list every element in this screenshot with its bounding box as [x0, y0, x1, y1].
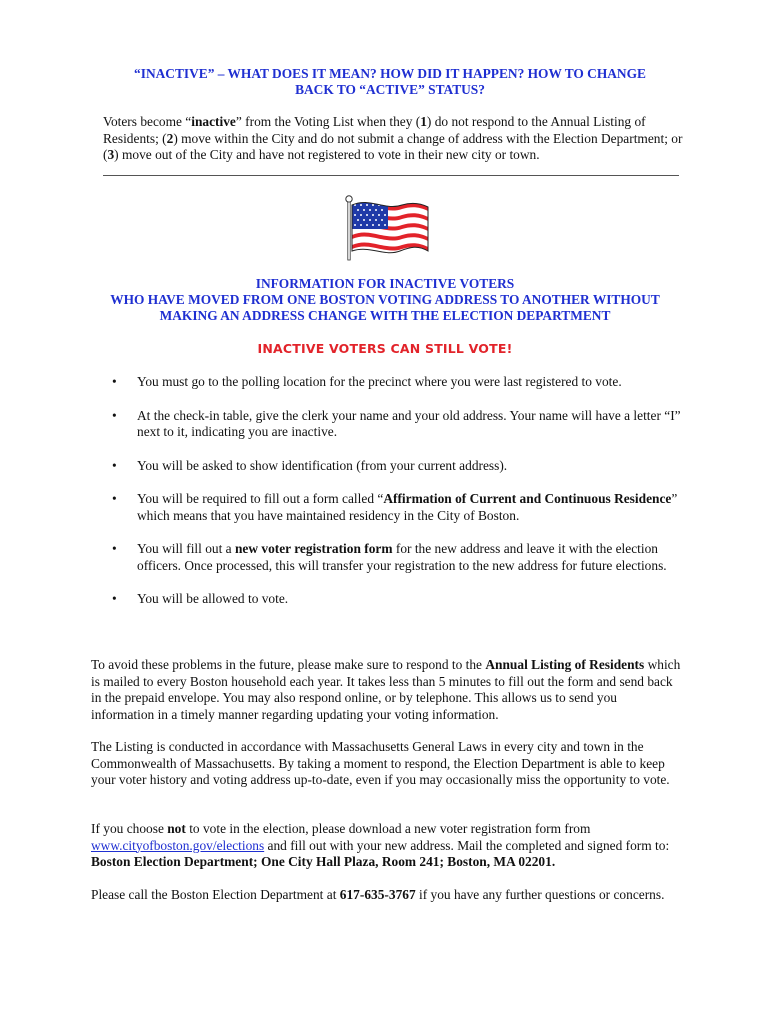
list-item: [112, 408, 682, 441]
paragraph-text: if you have any further questions or concerns.: [415, 887, 665, 902]
american-flag-icon: [340, 193, 432, 261]
page-title: [100, 66, 680, 98]
bullet-icon: •: [112, 457, 117, 473]
bullet-icon: •: [112, 374, 117, 389]
list-item: [112, 541, 682, 574]
list-item-text: You will be allowed to vote.: [137, 591, 289, 606]
title-line-2: BACK TO “ACTIVE” STATUS?: [295, 82, 485, 97]
mailing-address: Boston Election Department; One City Hall Plaza, Room 241; Boston, MA 02201.: [91, 854, 556, 869]
contact-paragraph: [91, 887, 683, 904]
bullet-icon: •: [112, 591, 117, 606]
list-item: [112, 491, 682, 524]
horizontal-divider: [103, 175, 679, 176]
paragraph-text: Please call the Boston Election Department at: [91, 887, 340, 902]
intro-text: ) move out of the City and have not registered to vote in their new city or town.: [114, 147, 540, 162]
list-item: [112, 591, 682, 608]
elections-link[interactable]: www.cityofboston.gov/elections: [91, 837, 265, 853]
paragraph-text: and fill out with your new address. Mail the completed and signed form to:: [264, 837, 670, 853]
annual-listing-paragraph: [91, 657, 683, 723]
phone-number: 617-635-3767: [339, 887, 416, 902]
list-item: [112, 458, 682, 475]
list-item-text-part: You will fill out a: [137, 541, 235, 556]
intro-paragraph: [103, 114, 683, 164]
registration-form-name: new voter registration form: [234, 541, 393, 556]
title-line-1: “INACTIVE” – WHAT DOES IT MEAN? HOW DID IT HAPPEN? HOW TO CHANGE: [134, 66, 646, 81]
intro-text: ” from the Voting List when they (: [235, 114, 421, 129]
bullet-icon: •: [112, 541, 117, 556]
list-item-text-part: You will be required to fill out a form called “: [137, 491, 384, 506]
affirmation-form-name: Affirmation of Current and Continuous Residence: [383, 491, 672, 506]
list-item-text-part: ” which means that you have maintained residency in the City of Boston.: [137, 491, 678, 523]
list-item-text: You will be asked to show identification (from your current address).: [137, 457, 508, 473]
not-bold: not: [167, 821, 186, 836]
section-heading: [85, 276, 685, 325]
section-heading-line-3: MAKING AN ADDRESS CHANGE WITH THE ELECTION DEPARTMENT: [159, 308, 611, 324]
list-item: [112, 374, 682, 391]
bullet-icon: •: [112, 491, 117, 506]
intro-text: ) do not respond to the Annual Listing of Residents; (: [103, 114, 646, 146]
list-item-text-part: for the new address and leave it with the election officers. Once processed, this will transfer your registration to the new address for future elections.: [137, 541, 667, 573]
section-heading-line-1: INFORMATION FOR INACTIVE VOTERS: [255, 276, 515, 291]
bullet-icon: •: [112, 407, 117, 423]
intro-number: 2: [166, 130, 174, 146]
instructions-list: [112, 374, 682, 608]
section-heading-line-2: WHO HAVE MOVED FROM ONE BOSTON VOTING ADDRESS TO ANOTHER WITHOUT: [110, 292, 660, 308]
intro-text: ) move within the City and do not submit a change of address with the Election Department; or (: [103, 130, 683, 162]
list-item-text: [137, 541, 667, 573]
list-item-text: [137, 491, 677, 523]
paragraph-text: If you choose: [91, 821, 168, 836]
paragraph-text: to vote in the election, please download a new voter registration form from: [185, 821, 591, 836]
annual-listing-bold: Annual Listing of Residents: [485, 657, 645, 672]
intro-number: 3: [107, 147, 115, 162]
registration-paragraph: [91, 821, 683, 871]
list-item-text: You must go to the polling location for the precinct where you were last registered to vote.: [137, 374, 622, 389]
paragraph-text: which is mailed to every Boston household each year. It takes less than 5 minutes to fill out the form and send back in the prepaid envelope. You may also respond online, or by telephone. This allows us to send you information in a timely manner regarding updating your voting information.: [91, 657, 681, 722]
list-item-text: At the check-in table, give the clerk your name and your old address. Your name will have a letter “I” next to it, indicating you are inactive.: [137, 407, 681, 439]
still-vote-heading: INACTIVE VOTERS CAN STILL VOTE!: [257, 341, 513, 356]
intro-text: Voters become “: [103, 114, 192, 129]
legal-paragraph: The Listing is conducted in accordance with Massachusetts General Laws in every city and town in the Commonwealth of Massachusetts. By taking a moment to respond, the Election Department is able to keep your voter history and voting address up-to-date, even if you may occasionally miss the opportunity to vote.: [91, 739, 670, 787]
intro-number: 1: [420, 114, 427, 129]
paragraph-text: To avoid these problems in the future, please make sure to respond to the: [91, 657, 486, 672]
intro-bold-inactive: inactive: [191, 114, 236, 129]
